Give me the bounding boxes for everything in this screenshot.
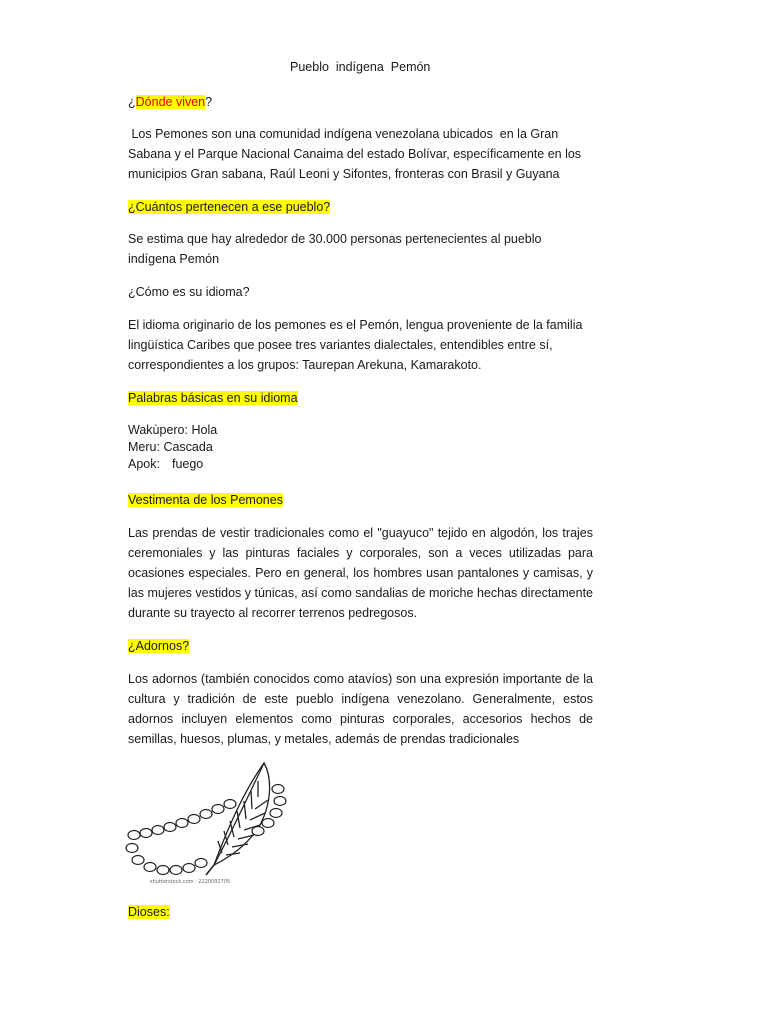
question-highlight: ¿Cuántos pertenecen a ese pueblo? <box>128 200 331 214</box>
feather-necklace-illustration <box>122 757 297 887</box>
word-list <box>128 422 593 473</box>
heading-palabras <box>128 388 593 408</box>
question-close-mark: ? <box>205 95 213 109</box>
text-line: lingüística Caribes que posee tres variantes dialectales, entendibles entre sí, <box>128 338 553 352</box>
text-line: indígena Pemón <box>128 252 220 266</box>
question-open-mark: ¿ <box>128 95 136 109</box>
text-line: correspondientes a los grupos: Taurepan Arekuna, Kamarakoto. <box>128 358 482 372</box>
heading-highlight: ¿Adornos? <box>128 639 190 653</box>
word-item <box>128 456 593 473</box>
image-caption: shutterstock.com · 2220092705 <box>150 879 231 885</box>
paragraph-language <box>128 315 593 375</box>
page-title: Pueblo indígena Pemón <box>290 60 431 74</box>
word-item <box>128 439 593 456</box>
heading-highlight: Dioses: <box>128 905 170 919</box>
bead-chain-icon <box>126 785 286 875</box>
word-meaning: Cascada <box>163 440 213 454</box>
word-meaning: Hola <box>191 423 218 437</box>
text-line: municipios Gran sabana, Raúl Leoni y Sifontes, fronteras con Brasil y Guyana <box>128 167 560 181</box>
heading-dioses <box>128 902 593 922</box>
word-item <box>128 422 593 439</box>
word-term: Apok: <box>128 457 160 471</box>
paragraph-location <box>128 124 593 184</box>
text-line: El idioma originario de los pemones es el Pemón, lengua proveniente de la familia <box>128 318 583 332</box>
paragraph-clothing: Las prendas de vestir tradicionales como el "guayuco" tejido en algodón, los trajes ceremoniales y las pinturas faciales y corporales, son a veces utilizadas para ocasiones especiales. Pero en general, los hombres usan pantalones y camisas, y las mujeres vestidos y túnicas, así como sandalias de moriche hechas directamente durante su trayecto al recorrer terrenos pedregosos. <box>128 526 593 620</box>
word-term: Meru: <box>128 440 160 454</box>
heading-adornos <box>128 636 593 656</box>
question-highlight: Dónde viven <box>135 95 206 109</box>
heading-vestimenta <box>128 490 593 510</box>
word-meaning: fuego <box>171 457 204 471</box>
paragraph-population <box>128 229 593 269</box>
feather-icon <box>206 763 270 875</box>
paragraph-adornos: Los adornos (también conocidos como atavíos) son una expresión importante de la cultura y tradición de este pueblo indígena venezolano. Generalmente, estos adornos incluyen elementos como pinturas corporales, accesorios hechos de semillas, huesos, plumas, y metales, además de prendas tradicionales <box>128 672 593 746</box>
word-term: Wakùpero: <box>128 423 188 437</box>
heading-highlight: Palabras básicas en su idioma <box>128 391 298 405</box>
text-line: Se estima que hay alrededor de 30.000 personas pertenecientes al pueblo <box>128 232 542 246</box>
question-idioma: ¿Cómo es su idioma? <box>128 285 250 299</box>
question-donde-viven <box>128 92 593 112</box>
text-line: Sabana y el Parque Nacional Canaima del estado Bolívar, específicamente en los <box>128 147 582 161</box>
question-cuantos <box>128 197 593 217</box>
text-line: Los Pemones son una comunidad indígena venezolana ubicados en la Gran <box>128 127 559 141</box>
heading-highlight: Vestimenta de los Pemones <box>128 493 283 507</box>
feather-necklace-image <box>122 757 297 887</box>
